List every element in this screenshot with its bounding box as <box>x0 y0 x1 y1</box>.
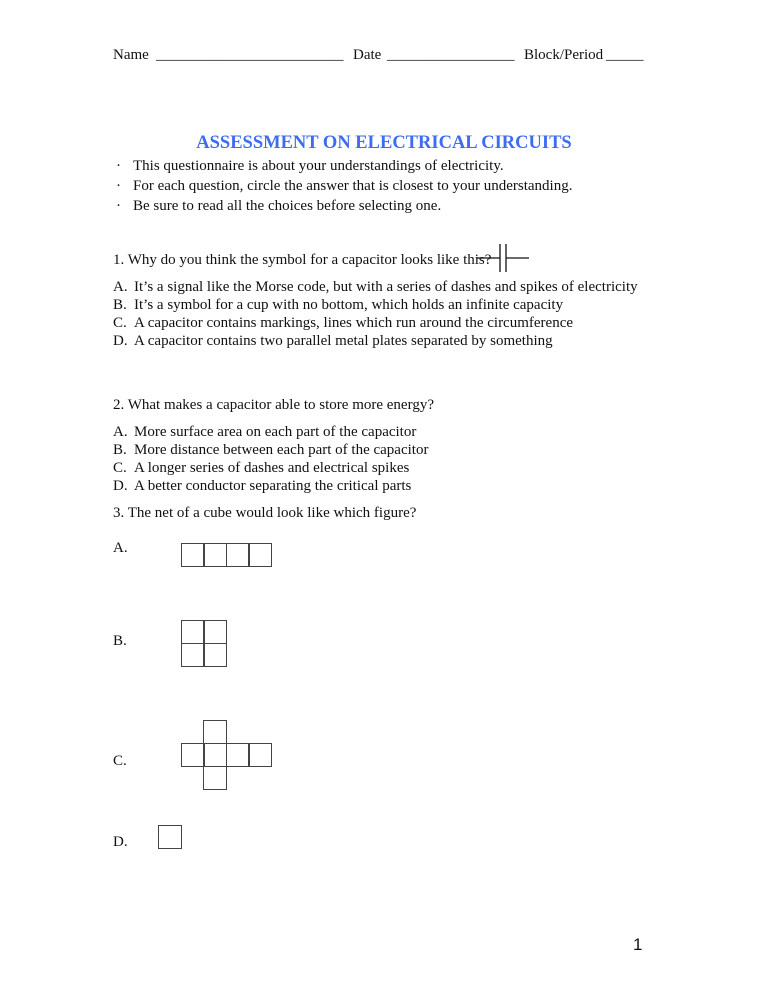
choice-letter[interactable]: B. <box>113 633 127 649</box>
date-blank[interactable]: _________________ <box>387 47 515 63</box>
choice-text[interactable]: More surface area on each part of the capacitor <box>134 424 417 440</box>
choice-letter: D. <box>113 333 128 349</box>
capacitor-symbol-icon <box>477 243 531 273</box>
name-blank[interactable]: _________________________ <box>156 47 344 63</box>
question-text: 2. What makes a capacitor able to store more energy? <box>113 397 434 413</box>
instruction: This questionnaire is about your understandings of electricity. <box>133 158 504 174</box>
choice-letter[interactable]: D. <box>113 834 128 850</box>
date-label: Date <box>353 47 382 63</box>
choice-text[interactable]: More distance between each part of the capacitor <box>134 442 429 458</box>
choice-letter: B. <box>113 442 127 458</box>
choice-text[interactable]: A capacitor contains two parallel metal plates separated by something <box>134 333 553 349</box>
bullet: · <box>116 198 121 214</box>
choice-letter: A. <box>113 424 128 440</box>
instruction: Be sure to read all the choices before selecting one. <box>133 198 442 214</box>
choice-letter[interactable]: C. <box>113 753 127 769</box>
page-number: 1 <box>633 935 643 954</box>
question-text: 3. The net of a cube would look like which figure? <box>113 505 417 521</box>
choice-text[interactable]: It’s a symbol for a cup with no bottom, which holds an infinite capacity <box>134 297 564 313</box>
choice-letter: B. <box>113 297 127 313</box>
bullet: · <box>116 178 121 194</box>
bullet: · <box>116 158 121 174</box>
period-label: Block/Period <box>524 47 604 63</box>
page-title: ASSESSMENT ON ELECTRICAL CIRCUITS <box>196 133 572 153</box>
period-blank[interactable]: _____ <box>606 47 644 63</box>
choice-letter: A. <box>113 279 128 295</box>
choice-text[interactable]: A better conductor separating the critical parts <box>134 478 412 494</box>
choice-text[interactable]: A capacitor contains markings, lines which run around the circumference <box>134 315 574 331</box>
instruction: For each question, circle the answer that is closest to your understanding. <box>133 178 573 194</box>
choice-letter: D. <box>113 478 128 494</box>
choice-letter: C. <box>113 315 127 331</box>
question-text: 1. Why do you think the symbol for a capacitor looks like this? <box>113 252 492 268</box>
choice-letter: C. <box>113 460 127 476</box>
name-label: Name <box>113 47 149 63</box>
choice-text[interactable]: A longer series of dashes and electrical spikes <box>134 460 410 476</box>
choice-text[interactable]: It’s a signal like the Morse code, but with a series of dashes and spikes of electricity <box>134 279 638 295</box>
choice-letter[interactable]: A. <box>113 540 128 556</box>
